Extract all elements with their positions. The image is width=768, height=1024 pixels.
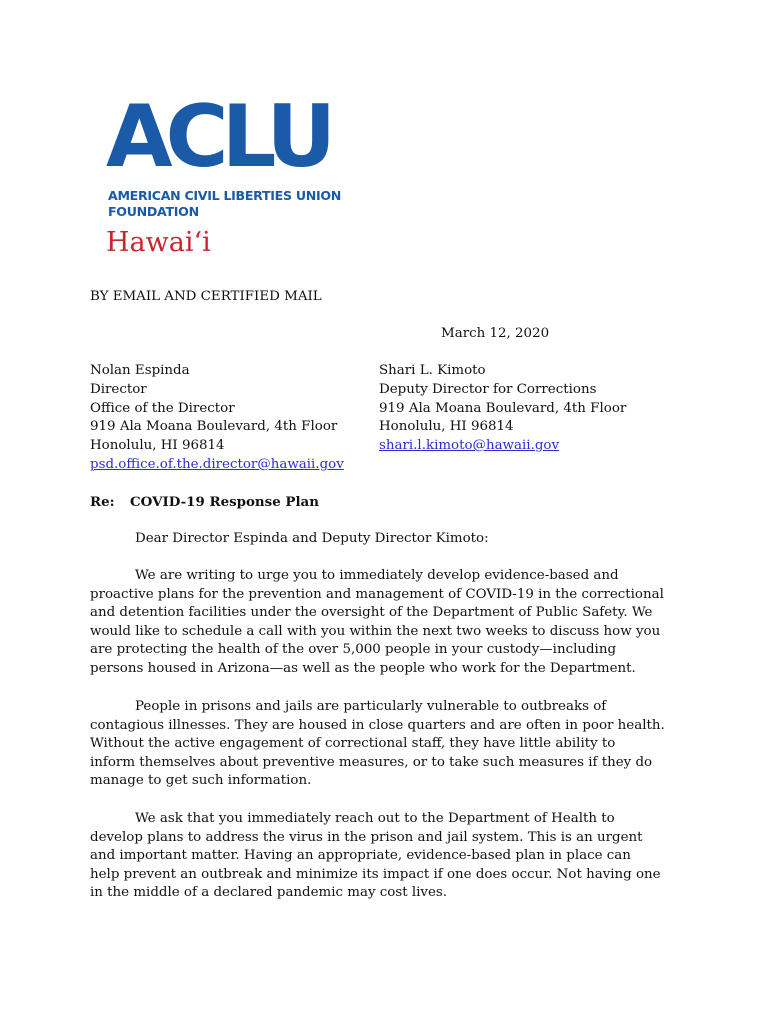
paragraph-line: inform themselves about preventive measures, or to take such measures if they do: [90, 754, 653, 770]
recipient-left-name: Nolan Espinda: [90, 363, 190, 378]
paragraph-line: and detention facilities under the oversight of the Department of Public Safety. We: [90, 605, 653, 621]
aclu-logo: [92, 87, 342, 270]
paragraph-line: are protecting the health of the over 5,000 people in your custody—including: [90, 642, 617, 658]
logo-org-name: AMERICAN CIVIL LIBERTIES UNION: [108, 188, 342, 203]
paragraph-line: develop plans to address the virus in the prison and jail system. This is an urgent: [90, 829, 643, 845]
paragraph-line: Without the active engagement of correctional staff, they have little ability to: [90, 736, 616, 752]
paragraph-line: manage to get such information.: [90, 773, 312, 789]
paragraph-line: and important matter. Having an appropriate, evidence-based plan in place can: [90, 848, 631, 864]
paragraph-line: People in prisons and jails are particularly vulnerable to outbreaks of: [135, 699, 607, 714]
recipient-right-email-link[interactable]: shari.l.kimoto@hawaii.gov: [379, 438, 560, 453]
recipient-left-city: Honolulu, HI 96814: [90, 438, 225, 453]
paragraph-line: in the middle of a declared pandemic may cost lives.: [90, 885, 448, 901]
logo-wordmark: ACLU: [106, 87, 330, 187]
paragraph-2: [90, 698, 680, 791]
salutation: Dear Director Espinda and Deputy Director Kimoto:: [135, 531, 489, 546]
recipient-left-office: Office of the Director: [90, 401, 235, 416]
paragraph-line: would like to schedule a call with you within the next two weeks to discuss how you: [90, 623, 661, 639]
recipient-right-street: 919 Ala Moana Boulevard, 4th Floor: [379, 401, 627, 416]
re-subject: COVID-19 Response Plan: [130, 494, 319, 510]
recipient-right-title: Deputy Director for Corrections: [379, 382, 597, 397]
paragraph-line: We ask that you immediately reach out to the Department of Health to: [135, 811, 615, 826]
letter-date: March 12, 2020: [441, 326, 550, 341]
paragraph-line: persons housed in Arizona—as well as the people who work for the Department.: [90, 660, 636, 676]
delivery-method: BY EMAIL AND CERTIFIED MAIL: [90, 289, 322, 304]
logo-foundation: FOUNDATION: [108, 204, 199, 219]
recipient-left-email-link[interactable]: psd.office.of.the.director@hawaii.gov: [90, 457, 344, 472]
recipient-left-title: Director: [90, 382, 147, 397]
recipient-right-city: Honolulu, HI 96814: [379, 419, 514, 434]
recipient-right-name: Shari L. Kimoto: [379, 363, 486, 378]
logo-state: Hawaiʻi: [106, 227, 211, 258]
paragraph-3: [90, 810, 680, 903]
paragraph-line: contagious illnesses. They are housed in close quarters and are often in poor health.: [90, 717, 665, 733]
paragraph-line: help prevent an outbreak and minimize its impact if one does occur. Not having one: [90, 866, 661, 882]
paragraph-line: proactive plans for the prevention and management of COVID-19 in the correctional: [90, 586, 664, 602]
paragraph-line: We are writing to urge you to immediately develop evidence-based and: [135, 568, 619, 583]
recipient-left-street: 919 Ala Moana Boulevard, 4th Floor: [90, 419, 338, 434]
paragraph-1: [90, 567, 680, 679]
re-label: Re:: [90, 494, 115, 510]
